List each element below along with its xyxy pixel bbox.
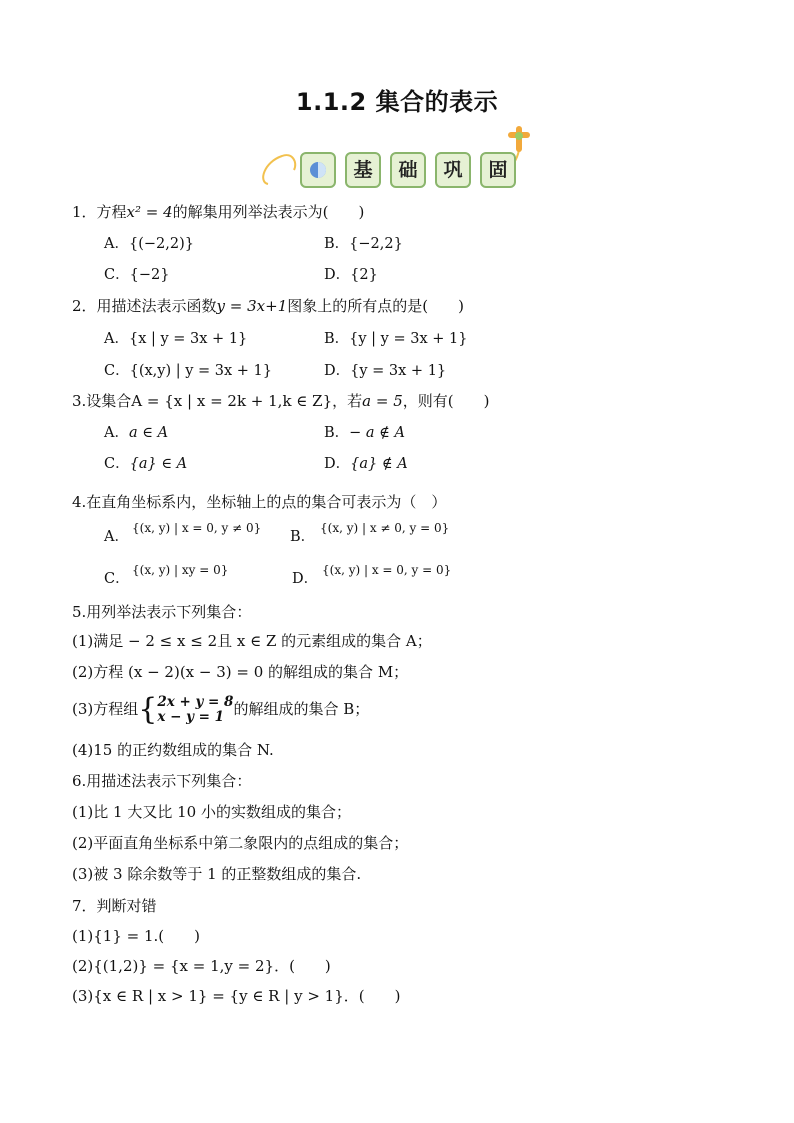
q1-option-b: B．{−2,2} bbox=[324, 236, 403, 252]
q5-stem: 5.用列举法表示下列集合： bbox=[72, 603, 252, 621]
q3-option-b: B．− a ∉ A bbox=[324, 425, 405, 441]
q7-stem: 7．判断对错 bbox=[72, 897, 157, 915]
q5-part-3: (3)方程组{2x + y = 8 x − y = 1 的解组成的集合 B； bbox=[72, 692, 370, 727]
q4-stem: 4.在直角坐标系内，坐标轴上的点的集合可表示为（ ） bbox=[72, 493, 447, 511]
q1-option-c: C．{−2} bbox=[104, 267, 170, 283]
q5-part-4: (4)15 的正约数组成的集合 N. bbox=[72, 741, 274, 759]
q4-option-c-label: C． bbox=[104, 571, 130, 587]
q4-option-a-text: {(x, y) | x = 0, y ≠ 0} bbox=[132, 521, 262, 535]
q5-part-2: (2)方程 (x − 2)(x − 3) = 0 的解组成的集合 M； bbox=[72, 663, 409, 681]
q6-part-3: (3)被 3 除余数等于 1 的正整数组成的集合. bbox=[72, 865, 362, 883]
banner-char-2: 础 bbox=[390, 152, 426, 188]
q3-option-c: C．{a} ∈ A bbox=[104, 456, 188, 472]
globe-icon bbox=[302, 154, 334, 186]
q7-part-3: (3){x ∈ R | x > 1} = {y ∈ R | y > 1}．( ) bbox=[72, 987, 401, 1005]
globe-icon-tile bbox=[300, 152, 336, 188]
q1-equation: x² = 4 bbox=[126, 203, 173, 221]
banner-char-1: 基 bbox=[345, 152, 381, 188]
q2-option-c: C．{(x,y) | y = 3x + 1} bbox=[104, 363, 273, 379]
q1-stem: 1．方程x² = 4的解集用列举法表示为( ) bbox=[72, 203, 365, 221]
q5-system-eq1: 2x + y = 8 bbox=[157, 694, 234, 710]
q3-stem: 3.设集合A = {x | x = 2k + 1,k ∈ Z}，若a = 5，则有( ) bbox=[72, 392, 490, 410]
q4-option-b-label: B． bbox=[290, 529, 316, 545]
q2-option-a: A．{x | y = 3x + 1} bbox=[104, 331, 248, 347]
q1-option-d: D．{2} bbox=[324, 267, 378, 283]
q4-option-c-text: {(x, y) | xy = 0} bbox=[132, 563, 229, 577]
q7-part-1: (1){1} = 1.( ) bbox=[72, 927, 200, 945]
q4-option-b-text: {(x, y) | x ≠ 0, y = 0} bbox=[320, 521, 450, 535]
q5-part-1: (1)满足 − 2 ≤ x ≤ 2且 x ∈ Z 的元素组成的集合 A； bbox=[72, 632, 432, 650]
page-title: 1.1.2 集合的表示 bbox=[295, 88, 499, 116]
q5-system-eq2: x − y = 1 bbox=[157, 709, 225, 725]
q3-option-d: D．{a} ∉ A bbox=[324, 456, 408, 472]
banner-char-3: 巩 bbox=[435, 152, 471, 188]
q3-option-a: A．a ∈ A bbox=[104, 425, 169, 441]
q4-option-a-label: A． bbox=[104, 529, 129, 545]
q6-stem: 6.用描述法表示下列集合： bbox=[72, 772, 252, 790]
q4-option-d-text: {(x, y) | x = 0, y = 0} bbox=[322, 563, 452, 577]
banner-char-4: 固 bbox=[480, 152, 516, 188]
q2-stem: 2．用描述法表示函数y = 3x+1图象上的所有点的是( ) bbox=[72, 297, 464, 315]
q4-option-d-label: D． bbox=[292, 571, 319, 587]
q2-option-d: D．{y = 3x + 1} bbox=[324, 363, 447, 379]
q1-option-a: A．{(−2,2)} bbox=[104, 236, 194, 252]
q2-option-b: B．{y | y = 3x + 1} bbox=[324, 331, 468, 347]
q7-part-2: (2){(1,2)} = {x = 1,y = 2}．( ) bbox=[72, 957, 331, 975]
q6-part-1: (1)比 1 大又比 10 小的实数组成的集合； bbox=[72, 803, 351, 821]
q6-part-2: (2)平面直角坐标系中第二象限内的点组成的集合； bbox=[72, 834, 409, 852]
